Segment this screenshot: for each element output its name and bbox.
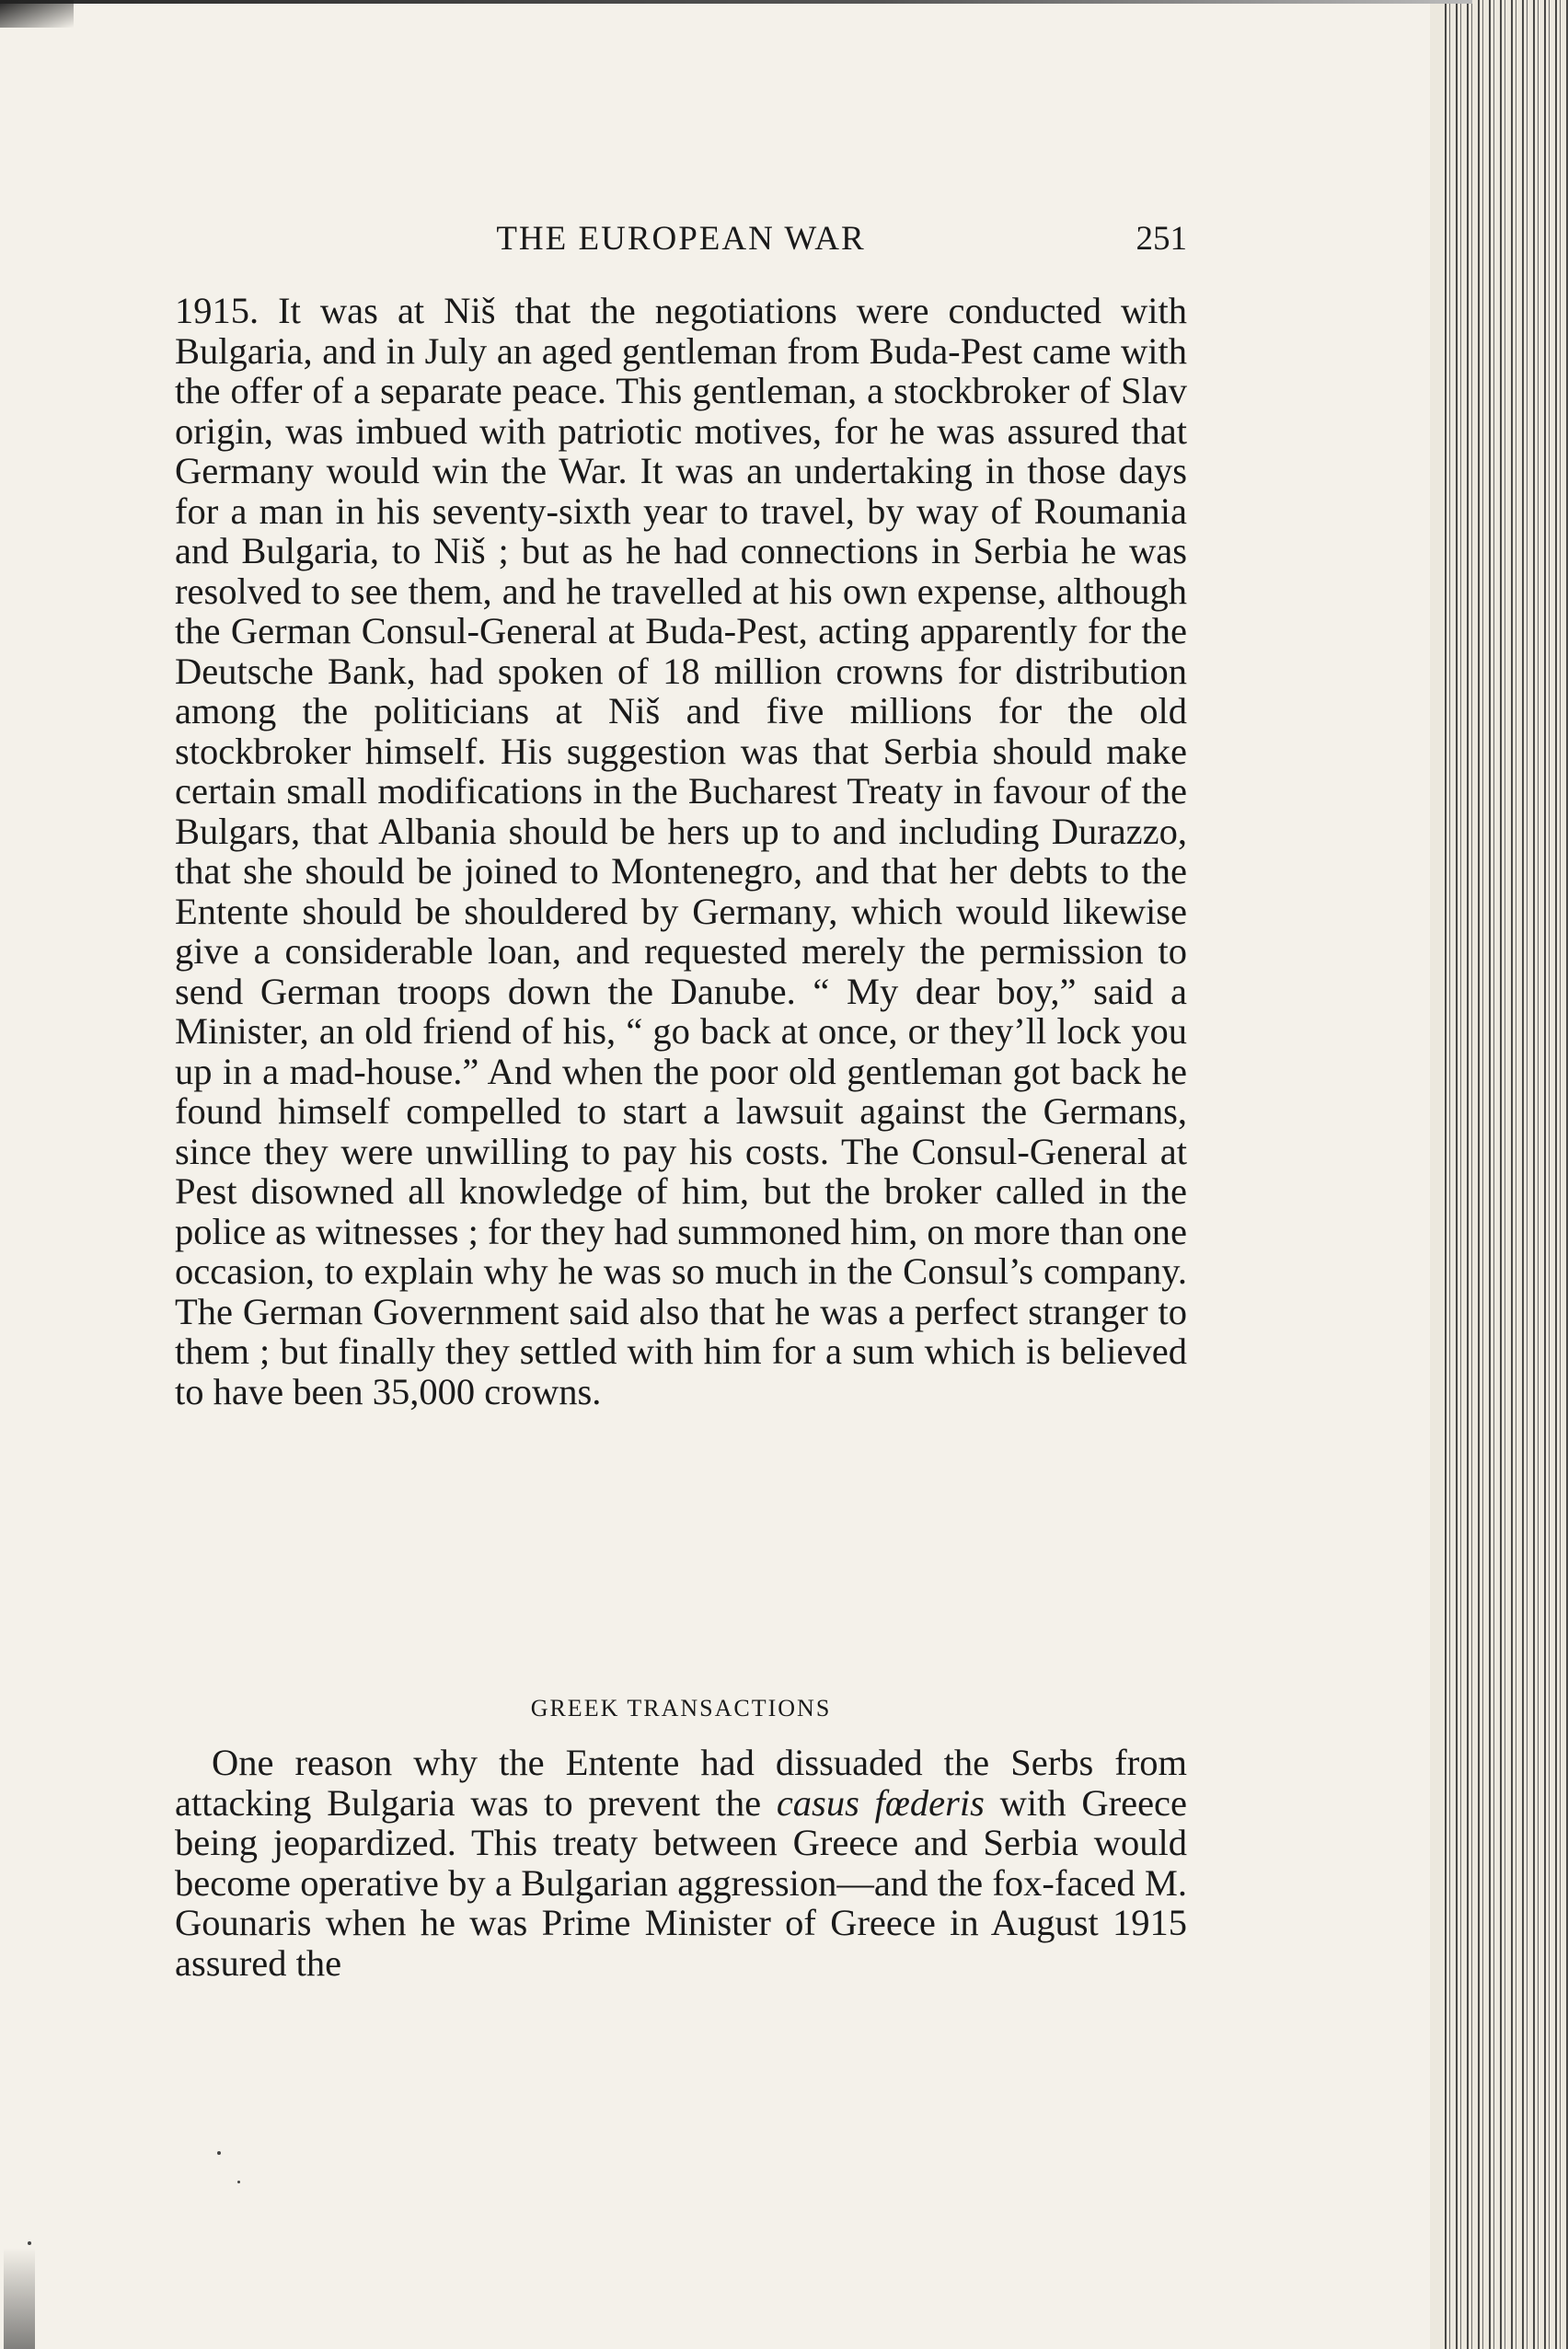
section-heading: GREEK TRANSACTIONS <box>530 1695 832 1721</box>
page-edge-lines <box>1439 0 1568 2349</box>
paragraph-2-text-b: with Greece being jeopardized. This treaty between Greece and Serbia would become operative by a Bulgarian aggression—and the fox-faced M. Gounaris when he was Prime Minister of Greece in August 1915 assured the <box>175 1781 1188 1984</box>
bottom-corner-mark <box>4 2248 35 2349</box>
page-header <box>175 219 1187 274</box>
paragraph-2-text-a: One reason why the Entente had dissuaded the Serbs from attacking Bulgaria was to prevent the <box>175 1742 1187 1824</box>
paragraph-2 <box>175 1743 1187 1983</box>
paper-speck <box>28 2241 31 2245</box>
paragraph-1: 1915. It was at Niš that the negotiations were conducted with Bulgaria, and in July an aged gentleman from Buda-Pest came with the offer of a separate peace. This gentleman, a stockbroker of Slav origin, was imbued with patriotic motives, for he was assured that Germany would win the War. It was an undertaking in those days for a man in his seventy-sixth year to travel, by way of Roumania and Bulgaria, to Niš ; but as he had connections in Serbia he was resolved to see them, and he travelled at his own expense, although the German Consul-General at Buda-Pest, acting apparently for the Deutsche Bank, had spoken of 18 million crowns for distribution among the politicians at Niš and five millions for the old stockbroker himself. His suggestion was that Serbia should make certain small modifications in the Bucharest Treaty in favour of the Bulgars, that Albania should be hers up to and including Durazzo, that she should be joined to Montenegro, and that her debts to the Entente should be shouldered by Germany, which would likewise give a considerable loan, and requested merely the permission to send German troops down the Danube. “ My dear boy,” said a Minister, an old friend of his, “ go back at once, or they’ll lock you up in a mad-house.” And when the poor old gentleman got back he found himself compelled to start a lawsuit against the Germans, since they were unwilling to pay his costs. The Consul-General at Pest disowned all knowledge of him, but the broker called in the police as witnesses ; for they had summoned him, on more than one occasion, to explain why he was so much in the Consul’s company. The German Government said also that he was a perfect stranger to them ; but finally they settled with him for a sum which is believed to have been 35,000 crowns. <box>175 290 1187 1412</box>
paragraph-2-italic: casus fœderis <box>776 1781 985 1824</box>
paper-speck <box>217 2151 221 2155</box>
paper-speck <box>237 2181 240 2183</box>
top-corner-shadow <box>0 0 74 28</box>
top-scan-edge <box>0 0 1472 4</box>
page-number: 251 <box>1136 220 1187 258</box>
running-head: THE EUROPEAN WAR <box>496 220 866 258</box>
